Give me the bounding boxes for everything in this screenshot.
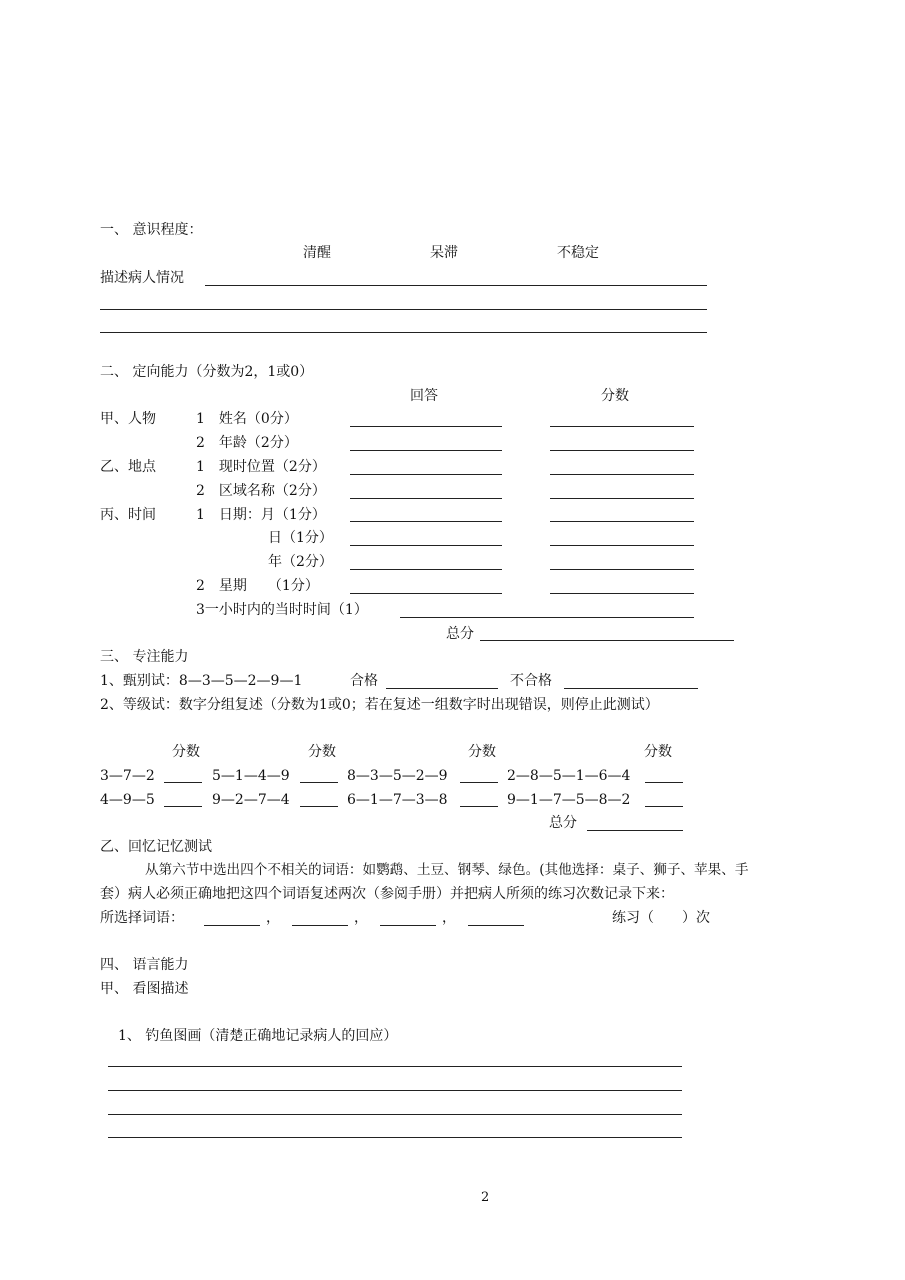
describe-line-3[interactable] bbox=[100, 332, 707, 333]
answer-line-year[interactable] bbox=[350, 569, 502, 570]
item-age: 2 年龄（2分） bbox=[196, 435, 298, 451]
digit-sequence: 5—1—4—9 bbox=[212, 768, 290, 784]
recall-paragraph-line-2: 套）病人必须正确地把这四个词语复述两次（参阅手册）并把病人所须的练习次数记录下来： bbox=[100, 886, 674, 902]
section4-heading: 四、 语言能力 bbox=[100, 957, 189, 973]
pass-label: 合格 bbox=[350, 673, 378, 689]
section1-heading: 一、 意识程度： bbox=[100, 222, 203, 238]
section3-total-line[interactable] bbox=[587, 830, 683, 831]
item-day: 日（1分） bbox=[268, 530, 333, 546]
group-person: 甲、人物 bbox=[100, 411, 156, 427]
response-line-2[interactable] bbox=[108, 1090, 682, 1091]
digit-sequence: 3—7—2 bbox=[100, 768, 155, 784]
group-time: 丙、时间 bbox=[100, 507, 156, 523]
digit-score-line[interactable] bbox=[460, 806, 498, 807]
word-line-1[interactable] bbox=[204, 925, 260, 926]
score-line-area[interactable] bbox=[550, 498, 694, 499]
words-label: 所选择词语： bbox=[100, 910, 184, 926]
answer-column-header: 回答 bbox=[410, 388, 438, 404]
score-line-age[interactable] bbox=[550, 450, 694, 451]
item-hour: 3一小时内的当时时间（1） bbox=[196, 602, 368, 618]
answer-line-age[interactable] bbox=[350, 450, 502, 451]
item-year: 年（2分） bbox=[268, 554, 333, 570]
fishing-picture-item: 1、 钓鱼图画（清楚正确地记录病人的回应） bbox=[118, 1028, 398, 1044]
section2-total-label: 总分 bbox=[446, 626, 474, 642]
fail-label: 不合格 bbox=[510, 673, 552, 689]
score-line-week[interactable] bbox=[550, 593, 694, 594]
score-header-4: 分数 bbox=[644, 744, 672, 760]
recall-heading: 乙、回忆记忆测试 bbox=[100, 839, 212, 855]
response-line-3[interactable] bbox=[108, 1114, 682, 1115]
word-line-4[interactable] bbox=[468, 925, 524, 926]
score-line-name[interactable] bbox=[550, 426, 694, 427]
response-line-4[interactable] bbox=[108, 1137, 682, 1138]
option-dull: 呆滞 bbox=[430, 245, 458, 261]
pass-line[interactable] bbox=[386, 688, 498, 689]
digit-sequence: 6—1—7—3—8 bbox=[347, 792, 448, 808]
section2-heading: 二、 定向能力（分数为2，1或0） bbox=[100, 364, 314, 380]
describe-line-1[interactable] bbox=[205, 285, 707, 286]
answer-line-area[interactable] bbox=[350, 498, 502, 499]
section3-total-label: 总分 bbox=[549, 815, 577, 831]
score-header-3: 分数 bbox=[468, 744, 496, 760]
digit-score-line[interactable] bbox=[164, 782, 202, 783]
digit-score-line[interactable] bbox=[300, 782, 338, 783]
digit-sequence: 9—1—7—5—8—2 bbox=[507, 792, 631, 808]
score-header-2: 分数 bbox=[308, 744, 336, 760]
answer-line-day[interactable] bbox=[350, 545, 502, 546]
response-line-1[interactable] bbox=[108, 1066, 682, 1067]
digit-score-line[interactable] bbox=[645, 782, 683, 783]
score-column-header: 分数 bbox=[601, 388, 629, 404]
grade-test-label: 2、等级试：数字分组复述（分数为1或0；若在复述一组数字时出现错误，则停止此测试） bbox=[100, 697, 659, 713]
item-week: 2 星期 （1分） bbox=[196, 578, 319, 594]
score-header-1: 分数 bbox=[172, 744, 200, 760]
answer-line-name[interactable] bbox=[350, 426, 502, 427]
word-line-3[interactable] bbox=[380, 925, 436, 926]
answer-line-week[interactable] bbox=[350, 593, 502, 594]
item-month: 1 日期：月（1分） bbox=[196, 507, 326, 523]
section3-heading: 三、 专注能力 bbox=[100, 649, 189, 665]
item-location: 1 现时位置（2分） bbox=[196, 459, 326, 475]
digit-sequence: 2—8—5—1—6—4 bbox=[507, 768, 631, 784]
comma: ， bbox=[442, 910, 456, 926]
comma: ， bbox=[266, 910, 280, 926]
digit-score-line[interactable] bbox=[645, 806, 683, 807]
item-name: 1 姓名（0分） bbox=[196, 411, 298, 427]
describe-line-2[interactable] bbox=[100, 309, 707, 310]
page-number: 2 bbox=[481, 1190, 490, 1205]
score-line-location[interactable] bbox=[550, 474, 694, 475]
describe-label: 描述病人情况 bbox=[100, 270, 184, 286]
recall-paragraph-line-1: 从第六节中选出四个不相关的词语：如鹦鹉、土豆、钢琴、绿色。(其他选择：桌子、狮子、苹果、手 bbox=[145, 862, 749, 878]
digit-sequence: 9—2—7—4 bbox=[212, 792, 290, 808]
fail-line[interactable] bbox=[564, 688, 698, 689]
item-area: 2 区域名称（2分） bbox=[196, 483, 326, 499]
answer-line-month[interactable] bbox=[350, 521, 502, 522]
option-unstable: 不稳定 bbox=[557, 245, 599, 261]
line-hour[interactable] bbox=[400, 617, 694, 618]
digit-score-line[interactable] bbox=[300, 806, 338, 807]
score-line-month[interactable] bbox=[550, 521, 694, 522]
option-alert: 清醒 bbox=[303, 245, 331, 261]
digit-sequence: 8—3—5—2—9 bbox=[347, 768, 448, 784]
digit-score-line[interactable] bbox=[164, 806, 202, 807]
digit-score-line[interactable] bbox=[460, 782, 498, 783]
section2-total-line[interactable] bbox=[480, 640, 734, 641]
digit-sequence: 4—9—5 bbox=[100, 792, 155, 808]
screening-test-label: 1、甄别试：8—3—5—2—9—1 bbox=[100, 673, 303, 689]
score-line-day[interactable] bbox=[550, 545, 694, 546]
word-line-2[interactable] bbox=[292, 925, 348, 926]
comma: ， bbox=[354, 910, 368, 926]
answer-line-location[interactable] bbox=[350, 474, 502, 475]
practice-count-label: 练习（ ）次 bbox=[612, 910, 710, 926]
score-line-year[interactable] bbox=[550, 569, 694, 570]
section4-subheading: 甲、 看图描述 bbox=[100, 981, 189, 997]
group-place: 乙、地点 bbox=[100, 459, 156, 475]
